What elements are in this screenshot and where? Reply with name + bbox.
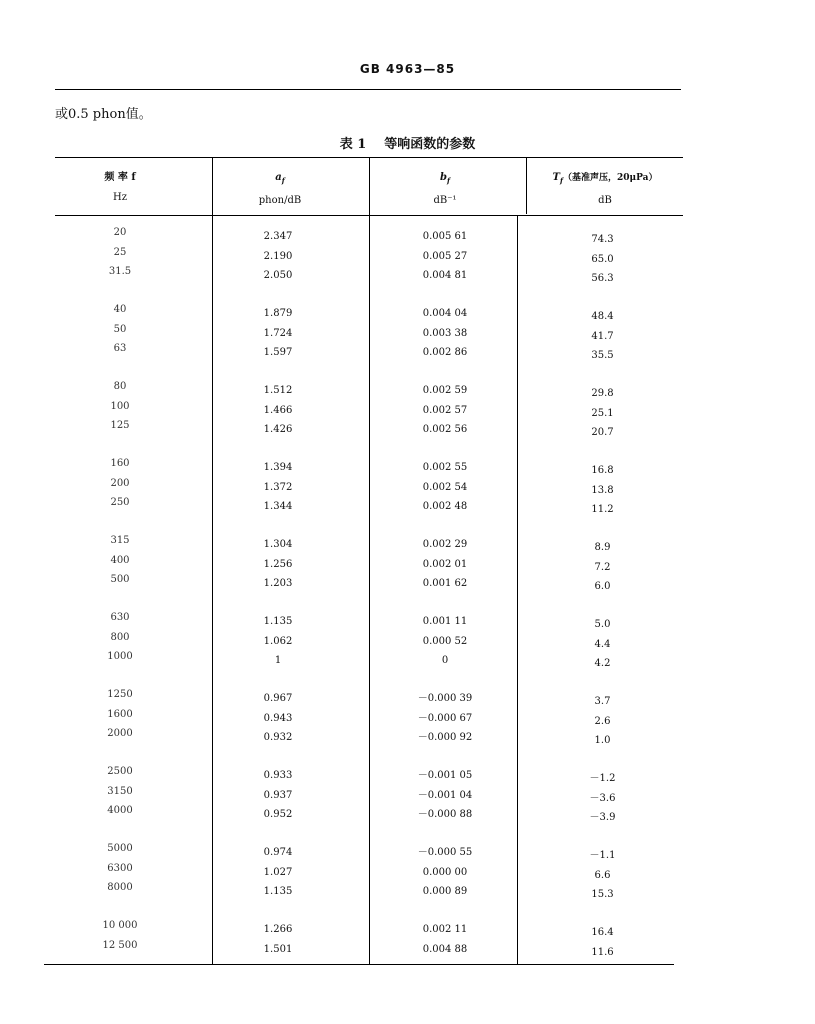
table-cell-f: 40: [113, 304, 127, 315]
table-cell-f: 400: [110, 554, 130, 566]
table-cell-a: 0.952: [263, 809, 293, 820]
table-cell-f: 5000: [107, 843, 133, 854]
table-cell-t: 11.6: [591, 946, 614, 958]
table-cell-b: 0.002 11: [422, 924, 468, 935]
table-cell-b: 0.002 57: [422, 404, 468, 416]
page-header: GB 4963—85: [359, 62, 456, 76]
table-cell-b: 0.002 86: [422, 347, 468, 358]
column-header-tf: [530, 168, 680, 211]
table-cell-t: 20.7: [591, 427, 614, 438]
column-divider: [212, 157, 213, 965]
table-cell-b: －0.000 92: [417, 732, 473, 743]
table-cell-t: 74.3: [591, 234, 614, 245]
table-cell-b: 0.004 81: [422, 270, 468, 281]
table-number: 表 1: [339, 137, 367, 152]
table-cell-a: 1.062: [263, 635, 293, 647]
table-cell-a: 0.967: [263, 693, 293, 704]
table-cell-a: 1.724: [263, 327, 293, 339]
table-cell-f: 200: [110, 477, 130, 489]
column-header-unit: phon/dB: [258, 195, 302, 206]
table-cell-b: 0.005 61: [422, 231, 468, 242]
table-cell-a: 1.027: [263, 866, 293, 878]
column-header-symbol: $b_f$: [439, 172, 450, 185]
table-cell-a: 0.937: [263, 789, 293, 801]
table-cell-t: 16.8: [591, 465, 614, 476]
table-cell-t: 8.9: [594, 542, 611, 553]
column-divider: [369, 157, 370, 965]
column-header-unit: dB: [598, 195, 612, 206]
table-cell-a: 2.050: [263, 270, 293, 281]
table-cell-t: 6.6: [594, 869, 611, 881]
column-header-unit: dB⁻¹: [433, 195, 457, 206]
table-cell-f: 12 500: [102, 939, 138, 951]
table-cell-f: 500: [110, 574, 130, 585]
table-cell-t: 7.2: [594, 561, 611, 573]
column-header-frequency: [60, 168, 180, 208]
table-cell-a: 1.466: [263, 404, 293, 416]
column-header-symbol: $T_f$（基准声压，20μPa）: [552, 172, 658, 185]
table-cell-a: 1.203: [263, 578, 293, 589]
table-cell-t: －3.9: [589, 812, 616, 823]
table-cell-a: 1.256: [263, 558, 293, 570]
table-cell-a: 1.344: [263, 501, 293, 512]
table-cell-f: 25: [113, 246, 127, 258]
table-cell-f: 4000: [107, 805, 133, 816]
table-cell-f: 63: [113, 343, 127, 354]
table-cell-a: 1.372: [263, 481, 293, 493]
table-cell-b: 0.003 38: [422, 327, 468, 339]
table-cell-b: －0.000 39: [417, 693, 473, 704]
column-header-af: [220, 168, 340, 211]
column-divider: [517, 215, 518, 965]
table-cell-t: 13.8: [591, 484, 614, 496]
table-cell-a: 0.943: [263, 712, 293, 724]
table-cell-f: 800: [110, 631, 130, 643]
table-cell-a: 1: [274, 655, 282, 666]
column-divider: [526, 157, 527, 214]
table-cell-b: 0.001 62: [422, 578, 468, 589]
table-cell-a: 2.190: [263, 250, 293, 262]
table-cell-f: 6300: [107, 862, 133, 874]
table-cell-b: －0.000 55: [417, 847, 473, 858]
table-cell-b: 0.002 54: [422, 481, 468, 493]
table-cell-t: 2.6: [594, 715, 611, 727]
table-cell-a: 2.347: [263, 231, 293, 242]
table-cell-t: 5.0: [594, 619, 611, 630]
table-cell-b: 0.002 59: [422, 385, 468, 396]
table-cell-a: 1.266: [263, 924, 293, 935]
table-cell-t: 41.7: [591, 330, 614, 342]
table-cell-a: 1.135: [263, 886, 293, 897]
table-cell-f: 20: [113, 227, 127, 238]
table-cell-a: 0.933: [263, 770, 293, 781]
table-bottom-rule: [44, 964, 674, 965]
table-cell-f: 3150: [107, 785, 133, 797]
table-cell-b: 0.004 04: [422, 308, 468, 319]
table-cell-b: 0.004 88: [422, 943, 468, 955]
table-cell-b: －0.001 04: [417, 789, 473, 801]
table-cell-f: 2500: [107, 766, 133, 777]
table-cell-a: 1.304: [263, 539, 293, 550]
table-cell-t: －1.1: [589, 850, 616, 861]
table-cell-f: 8000: [107, 882, 133, 893]
table-cell-t: 56.3: [591, 273, 614, 284]
table-caption: [0, 133, 815, 152]
table-cell-t: 35.5: [591, 350, 614, 361]
table-cell-b: 0.001 11: [422, 616, 468, 627]
table-cell-b: 0.000 00: [422, 866, 468, 878]
table-cell-b: 0.002 29: [422, 539, 468, 550]
table-cell-t: 29.8: [591, 388, 614, 399]
table-cell-b: 0: [441, 655, 449, 666]
table-cell-t: 4.2: [594, 658, 611, 669]
table-cell-a: 1.501: [263, 943, 293, 955]
table-cell-f: 315: [110, 535, 130, 546]
table-cell-b: 0.002 55: [422, 462, 468, 473]
table-cell-f: 80: [113, 381, 127, 392]
table-cell-t: 6.0: [594, 581, 611, 592]
header-rule: [55, 89, 681, 90]
table-cell-t: 3.7: [594, 696, 611, 707]
table-cell-a: 1.394: [263, 462, 293, 473]
table-cell-f: 50: [113, 323, 127, 335]
column-header-unit: Hz: [113, 192, 127, 203]
table-cell-t: －1.2: [589, 773, 616, 784]
table-cell-t: 11.2: [591, 504, 614, 515]
table-cell-a: 0.974: [263, 847, 293, 858]
table-cell-f: 100: [110, 400, 130, 412]
table-cell-f: 1600: [107, 708, 133, 720]
table-cell-f: 160: [110, 458, 130, 469]
table-cell-t: 1.0: [594, 735, 611, 746]
table-cell-b: 0.002 48: [422, 501, 468, 512]
table-cell-a: 1.426: [263, 424, 293, 435]
table-cell-b: 0.002 01: [422, 558, 468, 570]
table-cell-a: 1.597: [263, 347, 293, 358]
table-title: 等响函数的参数: [384, 137, 476, 152]
column-header-name: （基准声压，20μPa）: [562, 173, 658, 183]
table-cell-f: 250: [110, 497, 130, 508]
table-cell-f: 125: [110, 420, 130, 431]
column-header-bf: [385, 168, 505, 211]
table-cell-f: 1250: [107, 689, 133, 700]
table-cell-t: 15.3: [591, 889, 614, 900]
table-cell-a: 0.932: [263, 732, 293, 743]
table-cell-f: 31.5: [108, 266, 132, 277]
table-cell-f: 2000: [107, 728, 133, 739]
table-cell-a: 1.879: [263, 308, 293, 319]
table-cell-t: 25.1: [591, 407, 614, 419]
table-cell-b: －0.000 67: [417, 712, 473, 724]
table-cell-t: 48.4: [591, 311, 614, 322]
table-cell-b: －0.000 88: [417, 809, 473, 820]
table-cell-b: 0.000 52: [422, 635, 468, 647]
table-cell-t: 65.0: [591, 253, 614, 265]
intro-text: 或0.5 phon值。: [55, 107, 152, 122]
table-cell-t: 4.4: [594, 638, 611, 650]
table-cell-f: 10 000: [102, 920, 138, 931]
table-cell-t: 16.4: [591, 927, 614, 938]
table-cell-t: －3.6: [589, 792, 616, 804]
table-cell-b: 0.000 89: [422, 886, 468, 897]
table-cell-b: －0.001 05: [417, 770, 473, 781]
table-cell-a: 1.135: [263, 616, 293, 627]
column-header-name: 频 率 f: [104, 172, 136, 183]
table-cell-b: 0.005 27: [422, 250, 468, 262]
table-cell-b: 0.002 56: [422, 424, 468, 435]
column-header-symbol: $a_f$: [275, 172, 285, 185]
table-cell-f: 1000: [107, 651, 133, 662]
table-cell-a: 1.512: [263, 385, 293, 396]
table-cell-f: 630: [110, 612, 130, 623]
